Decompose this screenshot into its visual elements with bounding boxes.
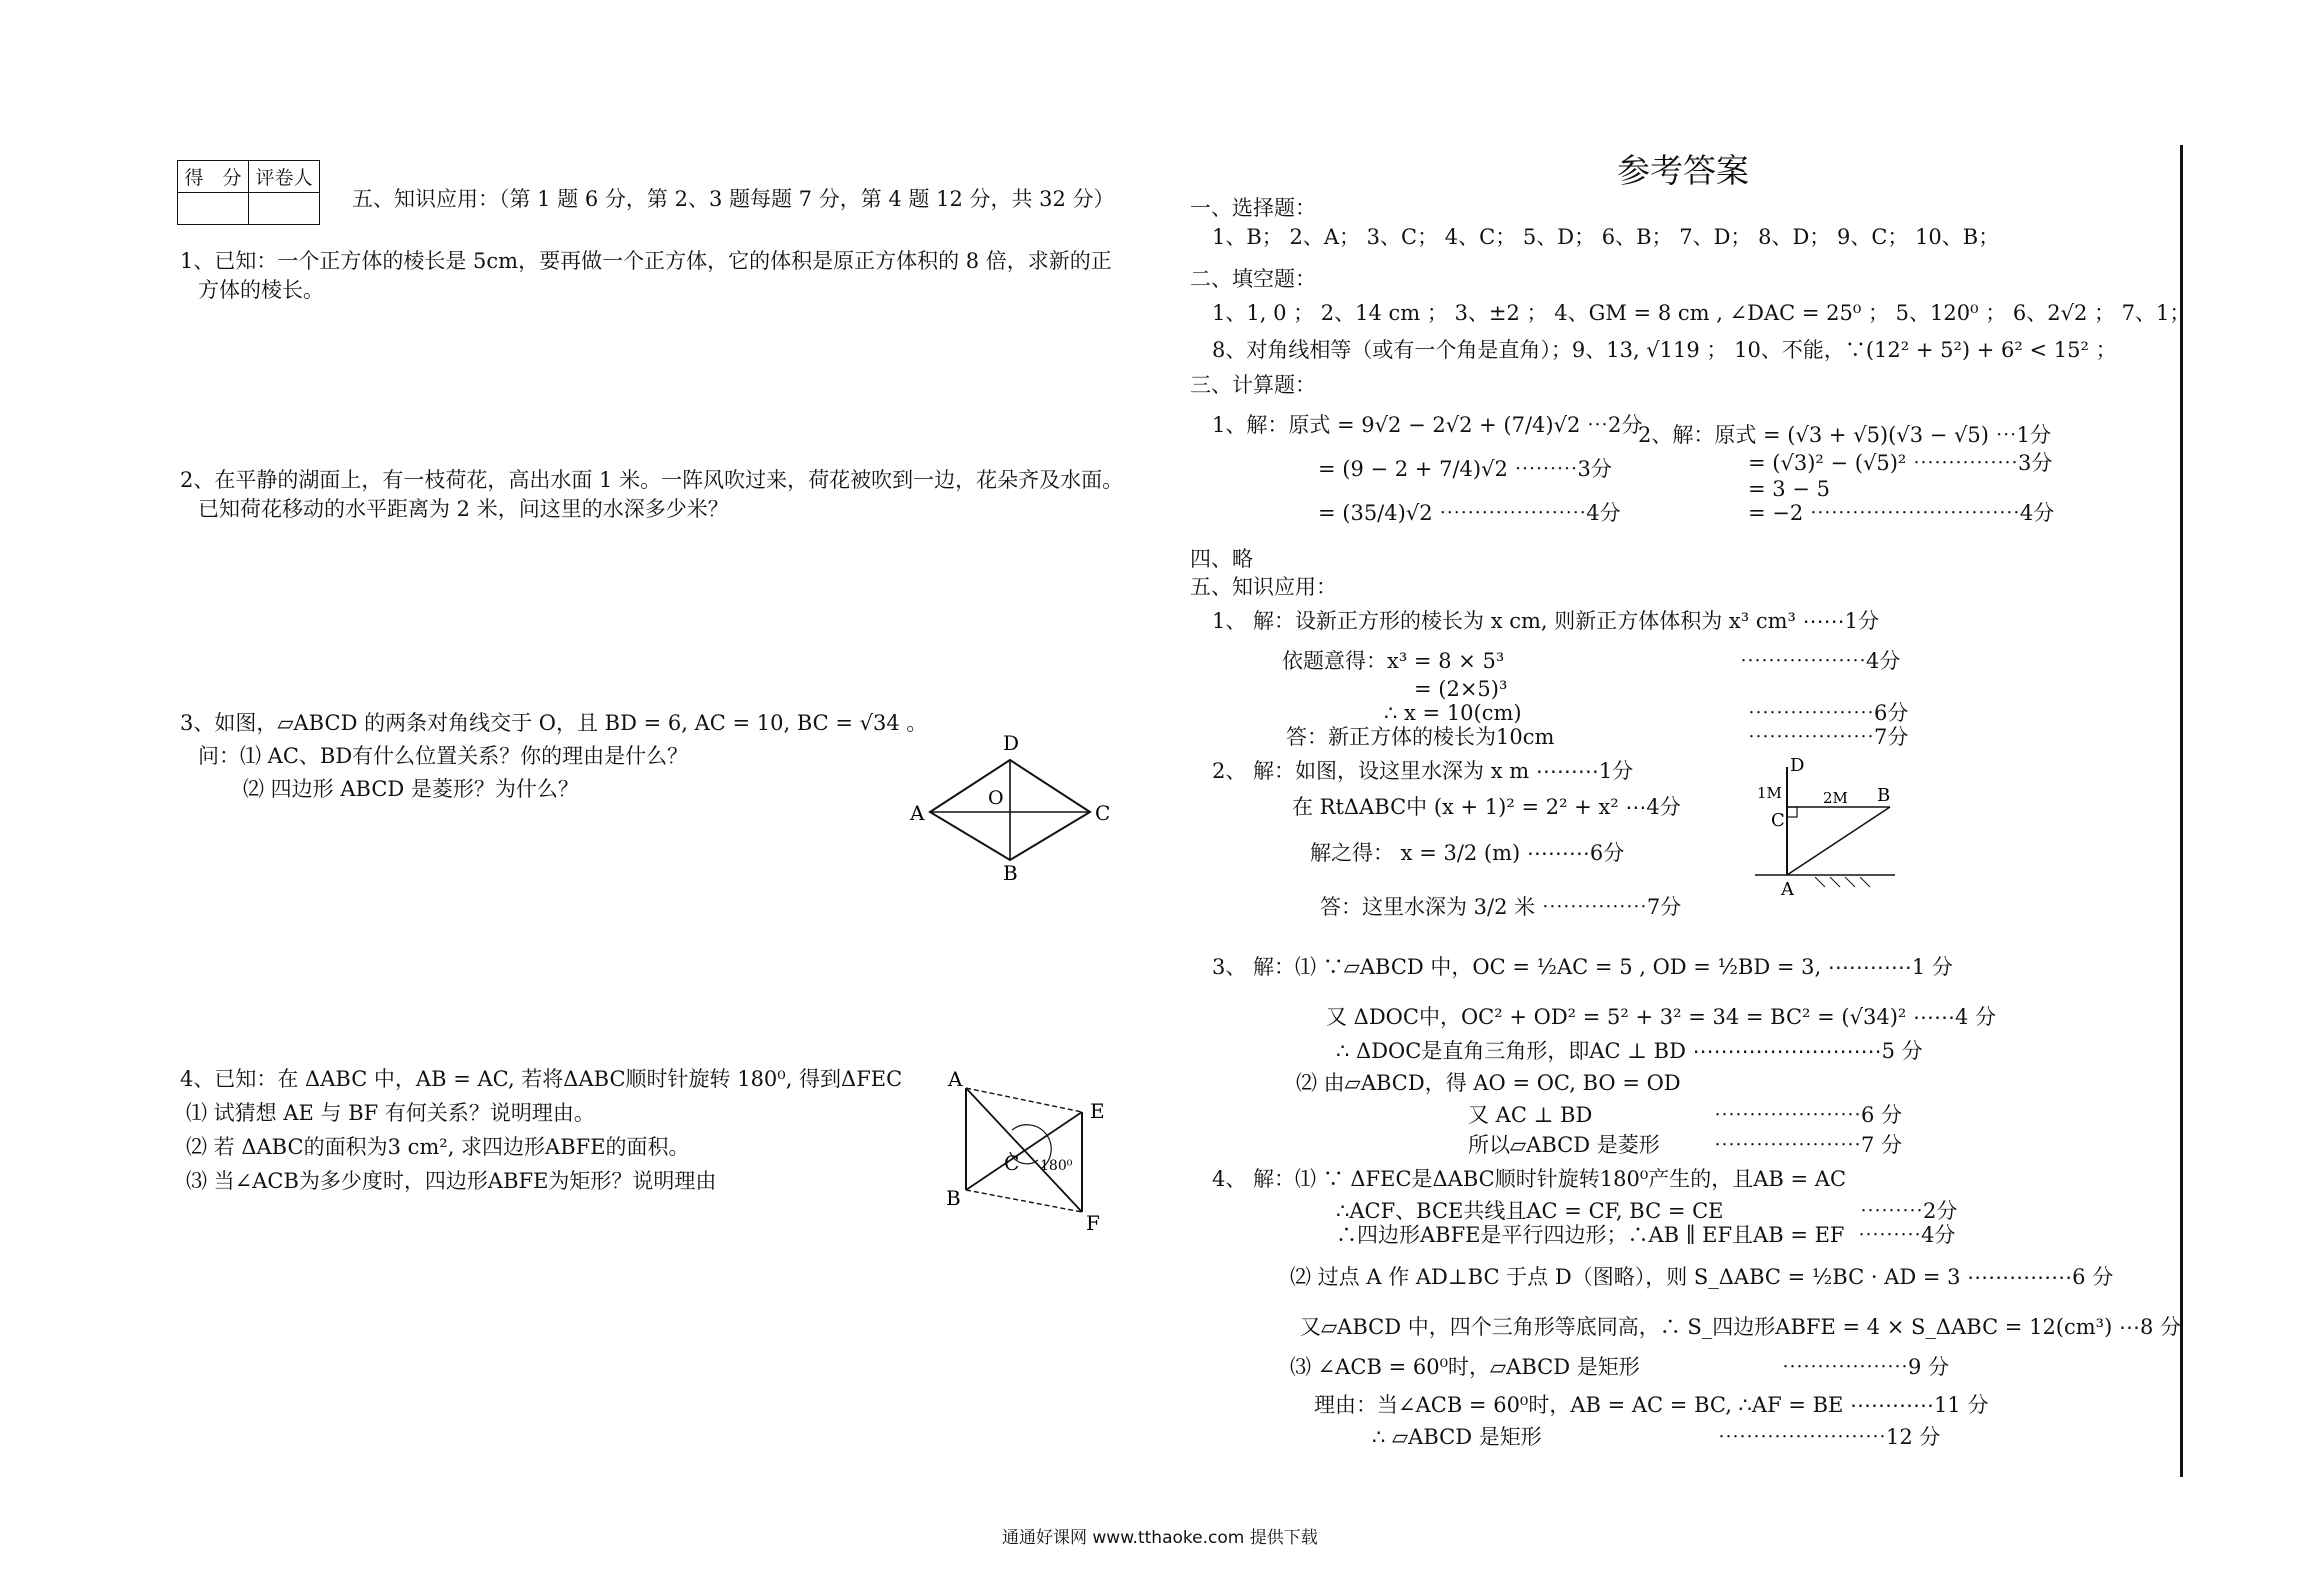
ans-line: 依题意得：x³ = 8 × 5³ xyxy=(1282,649,1505,673)
ans-line: 三、计算题： xyxy=(1190,373,1316,397)
ans-line: 2、 解：如图，设这里水深为 x m ⋯⋯⋯1分 xyxy=(1212,759,1634,783)
rhombus-label-o: O xyxy=(988,787,1004,809)
ans-line: 1、解：原式 = 9√2 − 2√2 + (7/4)√2 ⋯2分 xyxy=(1212,413,1643,437)
grader-cell xyxy=(249,193,320,225)
rotation-angle-label: 180⁰ xyxy=(1040,1158,1073,1174)
ans-line: ∴ ▱ABCD 是矩形 xyxy=(1372,1425,1542,1449)
rhombus-figure xyxy=(890,730,1130,880)
ans-line: ⋯⋯⋯4分 xyxy=(1858,1223,1956,1247)
ans-line: 理由：当∠ACB = 60⁰时，AB = AC = BC, ∴AF = BE ⋯⋯⋯⋯11 分 xyxy=(1314,1393,1989,1417)
question-3-line-3: ⑵ 四边形 ABCD 是菱形？为什么？ xyxy=(243,777,579,801)
question-4-line-2: ⑴ 试猜想 AE 与 BF 有何关系？说明理由。 xyxy=(186,1101,595,1125)
question-3-line-2: 问：⑴ AC、BD有什么位置关系？你的理由是什么？ xyxy=(198,744,689,768)
water-depth-figure xyxy=(1745,755,1905,900)
ans-line: = (√3)² − (√5)² ⋯⋯⋯⋯⋯3分 xyxy=(1748,451,2053,475)
water-label-2m: 2M xyxy=(1823,789,1848,807)
page-footer: 通通好课网 www.tthaoke.com 提供下载 xyxy=(1002,1528,1318,1548)
ans-line: ⋯⋯⋯⋯⋯⋯9 分 xyxy=(1782,1355,1950,1379)
page-divider xyxy=(2180,145,2183,1477)
question-4-line-3: ⑵ 若 ΔABC的面积为3 cm², 求四边形ABFE的面积。 xyxy=(186,1135,690,1159)
ans-line: ⋯⋯⋯⋯⋯⋯7分 xyxy=(1748,725,1909,749)
ans-line: 一、选择题： xyxy=(1190,196,1316,220)
ans-line: ⋯⋯⋯⋯⋯⋯⋯⋯12 分 xyxy=(1718,1425,1941,1449)
rotation-label-e: E xyxy=(1090,1099,1105,1123)
ans-line: ⑶ ∠ACB = 60⁰时，▱ABCD 是矩形 xyxy=(1290,1355,1640,1379)
ans-line: ⑵ 过点 A 作 AD⊥BC 于点 D（图略），则 S_ΔABC = ½BC · AD = 3 ⋯⋯⋯⋯⋯6 分 xyxy=(1290,1265,2114,1289)
ans-line: = (9 − 2 + 7/4)√2 ⋯⋯⋯3分 xyxy=(1318,457,1612,481)
water-label-1m: 1M xyxy=(1757,784,1782,802)
ans-line: 又▱ABCD 中，四个三角形等底同高，∴ S_四边形ABFE = 4 × S_ΔABC = 12(cm³) ⋯8 分 xyxy=(1300,1315,2181,1339)
rhombus-label-b: B xyxy=(1003,861,1018,880)
ans-line: ⋯⋯⋯⋯⋯⋯⋯6 分 xyxy=(1714,1103,1903,1127)
water-label-b: B xyxy=(1877,785,1891,806)
ans-line: 又 AC ⊥ BD xyxy=(1468,1103,1593,1127)
score-header: 得 分 xyxy=(178,161,249,193)
ans-line: = −2 ⋯⋯⋯⋯⋯⋯⋯⋯⋯⋯4分 xyxy=(1748,501,2055,525)
question-1-line-1: 1、已知：一个正方体的棱长是 5cm，要再做一个正方体，它的体积是原正方体积的 8 倍，求新的正 xyxy=(180,249,1112,273)
ans-line: 1、1, 0 ； 2、14 cm ； 3、±2 ； 4、GM = 8 cm , ∠DAC = 25⁰ ； 5、120⁰ ； 6、2√2 ； 7、1； xyxy=(1212,301,2191,325)
grader-header: 评卷人 xyxy=(249,161,320,193)
ans-line: 4、 解：⑴ ∵ ΔFEC是ΔABC顺时针旋转180⁰产生的，且AB = AC xyxy=(1212,1167,1847,1191)
ans-line: 2、解：原式 = (√3 + √5)(√3 − √5) ⋯1分 xyxy=(1638,423,2051,447)
water-label-d: D xyxy=(1790,755,1805,776)
rotation-label-a: A xyxy=(948,1067,963,1091)
question-1-line-2: 方体的棱长。 xyxy=(198,278,324,302)
rotation-label-f: F xyxy=(1086,1211,1100,1230)
rhombus-label-c: C xyxy=(1095,801,1111,825)
water-label-a: A xyxy=(1781,879,1794,900)
ans-line: ∴ ΔDOC是直角三角形，即AC ⊥ BD ⋯⋯⋯⋯⋯⋯⋯⋯⋯5 分 xyxy=(1336,1039,1923,1063)
rhombus-label-d: D xyxy=(1003,731,1020,755)
question-2-line-1: 2、在平静的湖面上，有一枝荷花，高出水面 1 米。一阵风吹过来，荷花被吹到一边，花朵齐及水面。 xyxy=(180,468,1124,492)
ans-line: ⋯⋯⋯⋯⋯⋯6分 xyxy=(1748,701,1909,725)
ans-line: 解之得： x = 3/2 (m) ⋯⋯⋯6分 xyxy=(1310,841,1625,865)
question-3-line-1: 3、如图，▱ABCD 的两条对角线交于 O，且 BD = 6, AC = 10, BC = √34 。 xyxy=(180,711,928,735)
ans-line: 答：新正方体的棱长为10cm xyxy=(1286,725,1555,749)
water-label-c: C xyxy=(1771,810,1785,831)
ans-line: ∴ACF、BCE共线且AC = CF, BC = CE xyxy=(1336,1199,1724,1223)
rhombus-label-a: A xyxy=(910,801,925,825)
question-2-line-2: 已知荷花移动的水平距离为 2 米，问这里的水深多少米？ xyxy=(198,497,729,521)
ans-line: 四、略 xyxy=(1190,547,1253,571)
rotation-figure xyxy=(930,1060,1130,1230)
ans-line: ⋯⋯⋯⋯⋯⋯⋯7 分 xyxy=(1714,1133,1903,1157)
section-title: 五、知识应用：（第 1 题 6 分，第 2、3 题每题 7 分，第 4 题 12 分，共 32 分） xyxy=(352,187,1115,211)
ans-line: ∴ x = 10(cm) xyxy=(1384,701,1522,725)
ans-line: ∴四边形ABFE是平行四边形；∴AB ∥ EF且AB = EF xyxy=(1336,1223,1845,1247)
ans-line: = (2×5)³ xyxy=(1414,677,1508,701)
ans-line: = (35/4)√2 ⋯⋯⋯⋯⋯⋯⋯4分 xyxy=(1318,501,1621,525)
answer-title: 参考答案 xyxy=(1617,151,1749,190)
ans-line: ⑵ 由▱ABCD，得 AO = OC, BO = OD xyxy=(1296,1071,1681,1095)
question-4-line-1: 4、已知：在 ΔABC 中，AB = AC, 若将ΔABC顺时针旋转 180⁰, 得到ΔFEC xyxy=(180,1067,903,1091)
question-4-line-4: ⑶ 当∠ACB为多少度时，四边形ABFE为矩形？说明理由 xyxy=(186,1169,717,1193)
ans-line: 二、填空题： xyxy=(1190,267,1316,291)
ans-line: 1、B； 2、A； 3、C； 4、C； 5、D； 6、B； 7、D； 8、D； 9、C； 10、B； xyxy=(1212,225,2000,249)
ans-line: 又 ΔDOC中，OC² + OD² = 5² + 3² = 34 = BC² = (√34)² ⋯⋯4 分 xyxy=(1326,1005,1997,1029)
ans-line: 3、 解：⑴ ∵▱ABCD 中，OC = ½AC = 5 , OD = ½BD = 3, ⋯⋯⋯⋯1 分 xyxy=(1212,955,1953,979)
ans-line: 答：这里水深为 3/2 米 ⋯⋯⋯⋯⋯7分 xyxy=(1320,895,1682,919)
rotation-label-b: B xyxy=(946,1186,961,1210)
ans-line: 所以▱ABCD 是菱形 xyxy=(1468,1133,1660,1157)
score-cell xyxy=(178,193,249,225)
score-table xyxy=(177,160,320,225)
ans-line: 1、 解：设新正方形的棱长为 x cm, 则新正方体体积为 x³ cm³ ⋯⋯1分 xyxy=(1212,609,1879,633)
ans-line: 在 RtΔABC中 (x + 1)² = 2² + x² ⋯4分 xyxy=(1292,795,1681,819)
ans-line: 8、对角线相等（或有一个角是直角）；9、13, √119 ； 10、不能，∵(12² + 5²) + 6² < 15² ； xyxy=(1212,338,2117,362)
ans-line: ⋯⋯⋯2分 xyxy=(1860,1199,1958,1223)
ans-line: = 3 − 5 xyxy=(1748,477,1830,501)
rotation-label-c: C xyxy=(1004,1151,1020,1175)
ans-line: ⋯⋯⋯⋯⋯⋯4分 xyxy=(1740,649,1901,673)
ans-line: 五、知识应用： xyxy=(1190,575,1337,599)
